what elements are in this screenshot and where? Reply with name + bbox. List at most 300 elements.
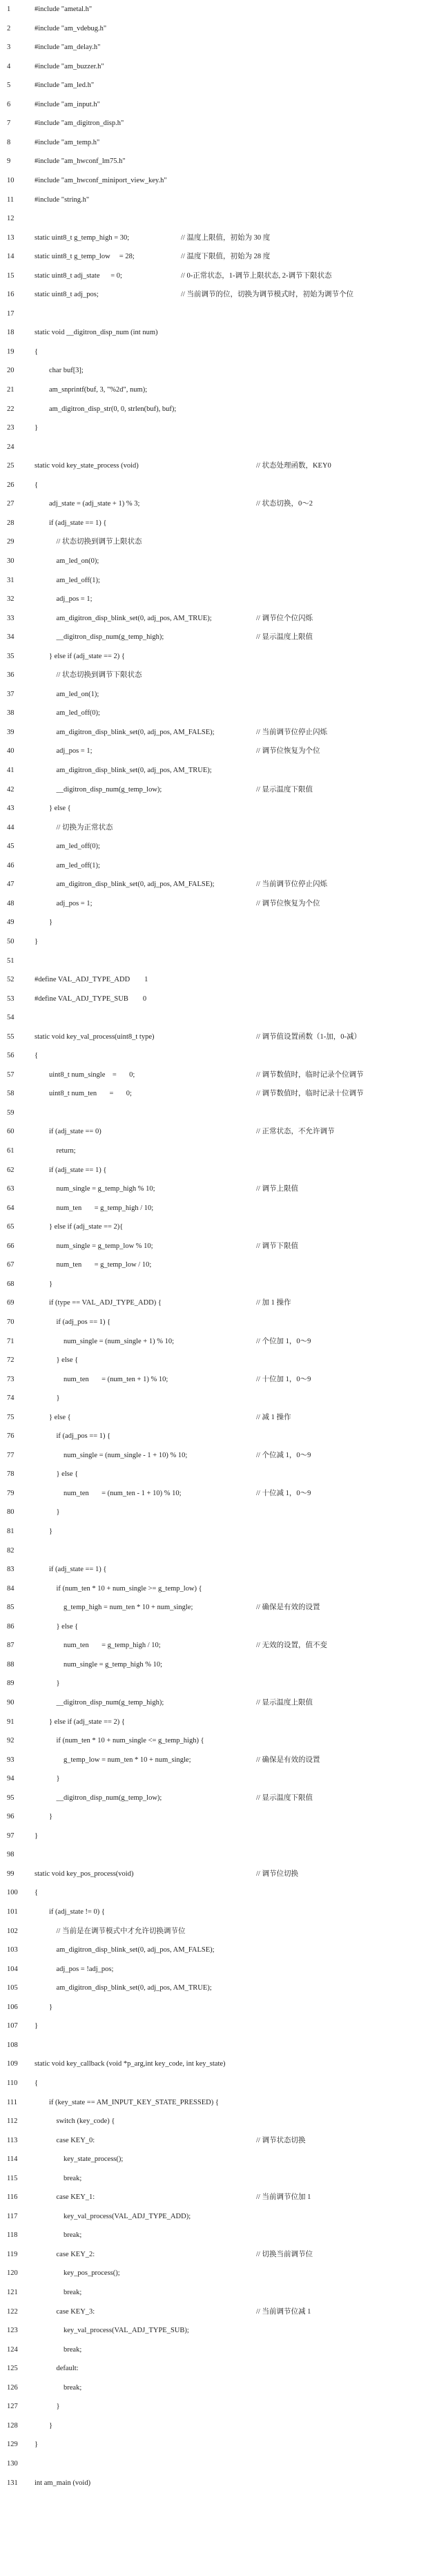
line-number: 131 (7, 2479, 18, 2487)
code-line (0, 2416, 437, 2435)
code-line (0, 57, 437, 76)
line-number: 80 (7, 1508, 14, 1517)
line-number: 98 (7, 1851, 14, 1859)
line-code: num_ten = g_temp_high / 10; (35, 1204, 154, 1212)
line-code: if (num_ten * 10 + num_single >= g_temp_low) { (35, 1584, 202, 1593)
code-line (0, 2055, 437, 2073)
line-number: 45 (7, 843, 14, 851)
line-number: 49 (7, 919, 14, 927)
code-line (0, 1693, 437, 1712)
code-line (0, 1332, 437, 1351)
line-number: 34 (7, 633, 14, 642)
line-number: 18 (7, 329, 14, 337)
code-line (0, 2474, 437, 2492)
line-code: __digitron_disp_num(g_temp_high); (35, 1698, 164, 1707)
line-number: 121 (7, 2289, 18, 2296)
line-number: 38 (7, 709, 14, 718)
code-line (0, 2397, 437, 2416)
line-number: 106 (7, 2003, 18, 2011)
line-number: 103 (7, 1946, 18, 1954)
line-code: { (35, 481, 39, 489)
line-code: } (35, 1508, 60, 1517)
line-number: 84 (7, 1584, 14, 1593)
code-line (0, 552, 437, 570)
line-code: static uint8_t g_temp_high = 30; (35, 233, 130, 242)
code-line (0, 494, 437, 513)
code-line (0, 894, 437, 913)
code-line (0, 532, 437, 551)
code-line (0, 609, 437, 628)
line-code: am_digitron_disp_blink_set(0, adj_pos, AM_FALSE); (35, 1946, 215, 1954)
line-code: break; (35, 2174, 82, 2182)
line-code: #include "am_buzzer.h" (35, 62, 104, 70)
line-code: num_single = g_temp_high % 10; (35, 1660, 162, 1669)
line-number: 88 (7, 1660, 14, 1669)
code-line (0, 323, 437, 342)
line-code: if (adj_state == 1) { (35, 1566, 107, 1574)
code-line (0, 1769, 437, 1788)
line-code: // 状态切换到调节下限状态 (35, 671, 142, 680)
line-number: 44 (7, 823, 14, 832)
line-number: 115 (7, 2174, 18, 2182)
code-line (0, 1294, 437, 1312)
line-code: if (type == VAL_ADJ_TYPE_ADD) { (35, 1299, 162, 1307)
code-line (0, 1180, 437, 1198)
code-line (0, 2454, 437, 2473)
line-code: } (35, 1813, 53, 1821)
line-code: // 切换为正常状态 (35, 823, 113, 832)
line-code: uint8_t num_ten = 0; (35, 1090, 132, 1098)
code-line (0, 2131, 437, 2150)
line-code: } (35, 2421, 53, 2430)
line-number: 48 (7, 899, 14, 907)
line-comment: // 0-正常状态，1-调节上限状态, 2-调节下限状态 (181, 271, 332, 280)
line-code: adj_state = (adj_state + 1) % 3; (35, 500, 140, 508)
line-number: 93 (7, 1756, 14, 1764)
line-code: #include "am_hwconf_lm75.h" (35, 157, 126, 166)
line-code: if (key_state == AM_INPUT_KEY_STATE_PRESSED) { (35, 2098, 219, 2106)
code-line (0, 76, 437, 95)
code-line (0, 1713, 437, 1731)
line-comment: // 加 1 操作 (256, 1299, 291, 1307)
line-number: 28 (7, 519, 14, 527)
line-number: 72 (7, 1356, 14, 1365)
line-code: #include "am_vdebug.h" (35, 24, 107, 32)
line-number: 104 (7, 1965, 18, 1973)
code-line (0, 1446, 437, 1465)
line-code: } (35, 2403, 60, 2411)
line-comment: // 调节上限值 (256, 1185, 298, 1193)
line-code: static uint8_t adj_pos; (35, 291, 99, 299)
line-number: 27 (7, 500, 14, 508)
line-number: 76 (7, 1432, 14, 1441)
line-number: 71 (7, 1337, 14, 1345)
line-number: 7 (7, 119, 11, 128)
line-number: 100 (7, 1889, 18, 1897)
line-number: 42 (7, 785, 14, 794)
line-number: 16 (7, 291, 14, 299)
code-line (0, 1960, 437, 1979)
line-number: 123 (7, 2327, 18, 2335)
line-comment: // 调节数值时，临时记录十位调节 (256, 1090, 364, 1098)
line-number: 11 (7, 195, 14, 204)
line-comment: // 当前调节位减 1 (256, 2307, 311, 2316)
line-number: 52 (7, 976, 14, 984)
line-code: key_pos_process(); (35, 2269, 120, 2278)
code-line (0, 1998, 437, 2017)
line-code: num_ten = (num_ten + 1) % 10; (35, 1375, 168, 1383)
line-code: { (35, 347, 39, 356)
line-code: am_led_on(0); (35, 557, 99, 565)
line-number: 107 (7, 2022, 18, 2030)
code-line (0, 2245, 437, 2264)
line-comment: // 状态切换，0～2 (256, 500, 313, 508)
line-comment: // 调节位恢复为个位 (256, 747, 320, 756)
line-comment: // 调节状态切换 (256, 2136, 306, 2144)
code-line (0, 305, 437, 323)
code-line (0, 381, 437, 399)
line-number: 67 (7, 1261, 14, 1269)
line-code: } else { (35, 1622, 79, 1631)
line-number: 41 (7, 767, 14, 774)
line-number: 70 (7, 1318, 14, 1326)
line-code: num_single = g_temp_high % 10; (35, 1185, 155, 1193)
line-number: 3 (7, 44, 11, 52)
line-code: break; (35, 2231, 82, 2240)
line-number: 36 (7, 671, 14, 680)
line-code: } (35, 1394, 60, 1403)
line-code: am_led_off(0); (35, 709, 100, 718)
line-number: 9 (7, 157, 11, 166)
code-line (0, 856, 437, 875)
code-line (0, 1008, 437, 1027)
line-code: __digitron_disp_num(g_temp_high); (35, 633, 164, 642)
line-code: int am_main (void) (35, 2479, 91, 2487)
line-code: { (35, 1052, 39, 1060)
line-code: } else if (adj_state == 2) { (35, 652, 125, 660)
line-code: num_ten = (num_ten - 1 + 10) % 10; (35, 1489, 182, 1497)
line-number: 73 (7, 1375, 14, 1383)
line-number: 118 (7, 2231, 18, 2240)
code-line (0, 1084, 437, 1103)
line-number: 109 (7, 2060, 18, 2068)
line-comment: // 显示温度下限值 (256, 785, 313, 794)
code-line (0, 2188, 437, 2207)
line-code: case KEY_1: (35, 2193, 95, 2202)
line-comment: // 个位加 1，0～9 (256, 1337, 311, 1345)
code-line (0, 0, 437, 19)
line-code: #include "string.h" (35, 195, 90, 204)
code-line (0, 2359, 437, 2378)
code-line (0, 1979, 437, 1997)
code-line (0, 1522, 437, 1541)
code-line (0, 2074, 437, 2093)
line-comment: // 温度下限值，初始为 28 度 (181, 253, 271, 261)
code-line (0, 685, 437, 704)
code-line (0, 1104, 437, 1122)
line-number: 111 (7, 2098, 17, 2106)
line-code: } (35, 937, 39, 945)
line-code: if (adj_state != 0) { (35, 1908, 105, 1916)
line-number: 75 (7, 1413, 14, 1421)
line-number: 10 (7, 176, 14, 184)
line-number: 46 (7, 861, 14, 869)
line-comment: // 切换当前调节位 (256, 2250, 313, 2258)
code-line (0, 2150, 437, 2169)
line-code: num_single = (num_single - 1 + 10) % 10; (35, 1451, 188, 1459)
code-line (0, 1046, 437, 1065)
line-number: 30 (7, 557, 14, 565)
code-line (0, 1541, 437, 1560)
line-number: 55 (7, 1032, 14, 1041)
line-number: 51 (7, 957, 14, 965)
code-line (0, 2321, 437, 2340)
code-line (0, 799, 437, 818)
line-code: return; (35, 1147, 76, 1155)
code-line (0, 514, 437, 532)
line-number: 13 (7, 233, 14, 242)
code-line (0, 343, 437, 361)
line-code: key_val_process(VAL_ADJ_TYPE_ADD); (35, 2212, 191, 2220)
line-comment: // 确保是有效的设置 (256, 1756, 320, 1764)
line-code: #include "ametal.h" (35, 6, 93, 13)
code-line (0, 419, 437, 437)
line-number: 5 (7, 81, 11, 90)
line-number: 43 (7, 805, 14, 813)
line-code: static void key_pos_process(void) (35, 1869, 134, 1878)
line-code: if (adj_state == 1) { (35, 519, 107, 527)
line-code: } (35, 1832, 39, 1840)
line-code: #include "am_temp.h" (35, 138, 100, 146)
line-number: 117 (7, 2212, 18, 2220)
line-number: 129 (7, 2441, 18, 2449)
line-code: { (35, 1889, 39, 1897)
line-number: 26 (7, 481, 14, 489)
code-line (0, 1674, 437, 1693)
line-number: 23 (7, 424, 14, 432)
line-code: am_digitron_disp_blink_set(0, adj_pos, AM_TRUE); (35, 767, 212, 774)
code-line (0, 990, 437, 1008)
line-code: } else if (adj_state == 2){ (35, 1223, 124, 1231)
line-number: 94 (7, 1775, 14, 1783)
code-line (0, 1579, 437, 1598)
line-code: break; (35, 2383, 82, 2392)
line-number: 59 (7, 1108, 14, 1117)
line-comment: // 当前调节位停止闪烁 (256, 881, 327, 889)
line-number: 62 (7, 1166, 14, 1174)
line-number: 69 (7, 1299, 14, 1307)
code-line (0, 952, 437, 970)
line-code: static void __digitron_disp_num (int num) (35, 329, 158, 337)
line-comment: // 显示温度上限值 (256, 1698, 313, 1707)
line-number: 79 (7, 1489, 14, 1497)
line-code: // 状态切换到调节上限状态 (35, 538, 142, 546)
line-number: 29 (7, 538, 14, 546)
line-code: am_digitron_disp_str(0, 0, strlen(buf), buf); (35, 405, 177, 413)
line-code: adj_pos = 1; (35, 747, 93, 756)
line-code: static void key_state_process (void) (35, 462, 139, 470)
line-code: break; (35, 2289, 82, 2296)
line-number: 35 (7, 652, 14, 660)
line-number: 110 (7, 2079, 18, 2087)
line-number: 2 (7, 24, 11, 32)
code-line (0, 970, 437, 989)
code-line (0, 2435, 437, 2454)
line-code: am_snprintf(buf, 3, "%2d", num); (35, 386, 148, 394)
line-code: #define VAL_ADJ_TYPE_ADD 1 (35, 976, 148, 984)
line-code: } else { (35, 1356, 79, 1365)
code-line (0, 2340, 437, 2359)
line-code: am_digitron_disp_blink_set(0, adj_pos, AM_FALSE); (35, 728, 215, 736)
line-code: g_temp_low = num_ten * 10 + num_single; (35, 1756, 191, 1764)
line-code: char buf[3]; (35, 367, 84, 375)
line-code: } (35, 1775, 60, 1783)
code-line (0, 267, 437, 285)
line-number: 12 (7, 215, 14, 223)
line-code: #include "am_input.h" (35, 100, 100, 108)
line-comment: // 当前调节位停止闪烁 (256, 728, 327, 736)
line-number: 65 (7, 1223, 14, 1231)
line-code: #include "am_delay.h" (35, 44, 101, 52)
code-line (0, 19, 437, 38)
line-number: 83 (7, 1566, 14, 1574)
line-code: case KEY_0: (35, 2136, 95, 2144)
code-line (0, 2169, 437, 2188)
line-number: 96 (7, 1813, 14, 1821)
line-number: 116 (7, 2193, 18, 2202)
code-line (0, 1560, 437, 1579)
code-line (0, 647, 437, 666)
line-number: 15 (7, 271, 14, 280)
code-line (0, 1427, 437, 1445)
line-number: 40 (7, 747, 14, 756)
code-line (0, 1313, 437, 1332)
code-line (0, 114, 437, 133)
line-number: 50 (7, 937, 14, 945)
code-line (0, 152, 437, 171)
line-number: 128 (7, 2421, 18, 2430)
code-line (0, 456, 437, 475)
code-line (0, 1370, 437, 1389)
line-number: 8 (7, 138, 11, 146)
code-line (0, 1199, 437, 1218)
code-line (0, 1865, 437, 1883)
code-line (0, 1617, 437, 1636)
code-line (0, 1731, 437, 1750)
line-comment: // 十位加 1，0～9 (256, 1375, 311, 1383)
line-number: 61 (7, 1147, 14, 1155)
code-line (0, 476, 437, 494)
line-comment: // 调节下限值 (256, 1242, 298, 1250)
line-code: uint8_t num_single = 0; (35, 1070, 135, 1079)
code-line (0, 171, 437, 190)
code-line (0, 1256, 437, 1274)
code-line (0, 1903, 437, 1921)
line-number: 125 (7, 2365, 18, 2373)
code-line (0, 1218, 437, 1236)
code-line (0, 913, 437, 932)
code-line (0, 2112, 437, 2131)
line-number: 19 (7, 347, 14, 356)
code-line (0, 1066, 437, 1084)
line-number: 68 (7, 1280, 14, 1288)
code-line (0, 1941, 437, 1959)
code-line (0, 1751, 437, 1769)
line-comment: // 显示温度下限值 (256, 1794, 313, 1802)
code-line (0, 666, 437, 684)
line-code: if (adj_state == 0) (35, 1128, 101, 1136)
line-comment: // 调节数值时，临时记录个位调节 (256, 1070, 364, 1079)
line-number: 101 (7, 1908, 18, 1916)
line-code: adj_pos = 1; (35, 595, 93, 604)
code-line (0, 818, 437, 837)
code-line (0, 1465, 437, 1483)
line-comment: // 十位减 1，0～9 (256, 1489, 311, 1497)
code-line (0, 1028, 437, 1046)
code-line (0, 1351, 437, 1369)
line-number: 58 (7, 1090, 14, 1098)
line-code: __digitron_disp_num(g_temp_low); (35, 1794, 162, 1802)
line-code: num_ten = g_temp_high / 10; (35, 1642, 161, 1650)
line-number: 64 (7, 1204, 14, 1212)
line-number: 120 (7, 2269, 18, 2278)
line-comment: // 个位减 1，0～9 (256, 1451, 311, 1459)
code-line (0, 2017, 437, 2035)
line-code: #define VAL_ADJ_TYPE_SUB 0 (35, 994, 147, 1003)
line-number: 127 (7, 2403, 18, 2411)
line-number: 99 (7, 1869, 14, 1878)
line-number: 130 (7, 2459, 18, 2468)
line-number: 60 (7, 1128, 14, 1136)
line-number: 39 (7, 728, 14, 736)
line-comment: // 当前调节的位，切换为调节模式时，初始为调节个位 (181, 291, 353, 299)
code-line (0, 1636, 437, 1655)
line-number: 92 (7, 1737, 14, 1745)
line-code: static void key_callback (void *p_arg,int key_code, int key_state) (35, 2060, 226, 2068)
line-code: am_digitron_disp_blink_set(0, adj_pos, AM_TRUE); (35, 614, 212, 622)
line-number: 21 (7, 386, 14, 394)
code-line (0, 438, 437, 456)
code-line (0, 191, 437, 209)
line-number: 20 (7, 367, 14, 375)
code-line (0, 628, 437, 646)
line-number: 119 (7, 2250, 18, 2258)
code-line (0, 133, 437, 152)
line-code: } (35, 2003, 53, 2011)
code-line (0, 1122, 437, 1141)
code-line (0, 1389, 437, 1407)
line-number: 63 (7, 1185, 14, 1193)
code-line (0, 780, 437, 799)
line-number: 57 (7, 1070, 14, 1079)
line-number: 77 (7, 1451, 14, 1459)
line-number: 32 (7, 595, 14, 604)
code-line (0, 875, 437, 894)
line-code: case KEY_3: (35, 2307, 95, 2316)
line-code: am_digitron_disp_blink_set(0, adj_pos, AM_FALSE); (35, 881, 215, 889)
line-number: 122 (7, 2307, 18, 2316)
line-number: 91 (7, 1718, 14, 1726)
line-code: #include "am_digitron_disp.h" (35, 119, 124, 128)
code-line (0, 1922, 437, 1941)
code-line (0, 2036, 437, 2055)
code-line (0, 1845, 437, 1864)
line-number: 126 (7, 2383, 18, 2392)
code-line (0, 95, 437, 114)
line-number: 124 (7, 2345, 18, 2354)
code-line (0, 704, 437, 722)
line-number: 25 (7, 462, 14, 470)
